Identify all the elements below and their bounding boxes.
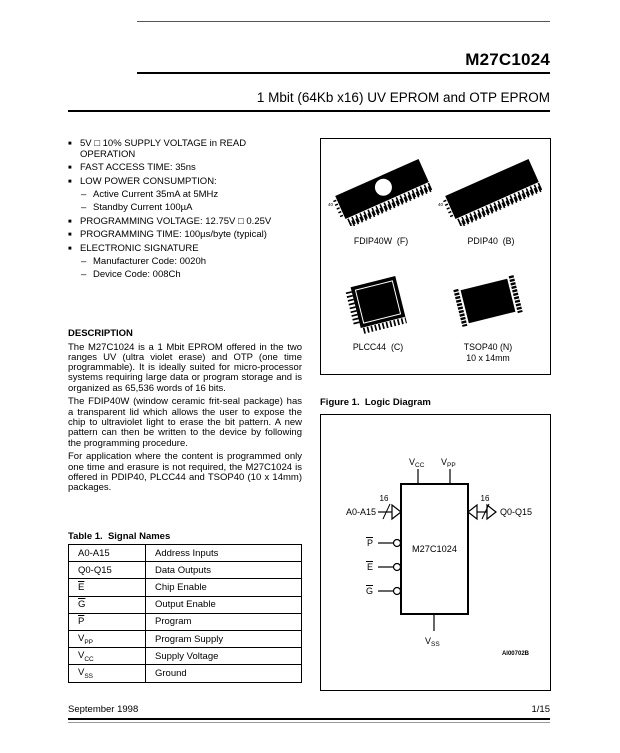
- chip-enable-signal-label: E: [366, 562, 373, 572]
- feature-text: FAST ACCESS TIME: 35ns: [80, 162, 196, 174]
- signal-name: $\overline{E}$: [78, 581, 85, 593]
- signal-description: Program: [146, 613, 302, 630]
- fdip40w-drawing: [334, 158, 433, 226]
- plcc44-drawing: [348, 276, 407, 332]
- signal-table-body: [69, 545, 302, 683]
- feature-text: PROGRAMMING VOLTAGE: 12.75V □ 0.25V: [80, 215, 272, 227]
- vcc-label: $V_{CC}$: [409, 457, 425, 469]
- table-row: [69, 665, 302, 682]
- page-title: M27C1024: [465, 50, 550, 69]
- footer-page-number: 1/15: [531, 704, 550, 715]
- pin40-label: 40: [328, 202, 334, 207]
- packages-drawing: [321, 139, 549, 373]
- dash-bullet-icon: –: [81, 255, 87, 267]
- feature-text: 5V □ 10% SUPPLY VOLTAGE in READ OPERATION: [80, 138, 247, 160]
- address-bus-width: 16: [379, 494, 389, 503]
- feature-text: ELECTRONIC SIGNATURE: [80, 242, 199, 254]
- pin1-label: 1: [350, 222, 353, 227]
- packages-box: [320, 138, 551, 375]
- package-label-plcc44: PLCC44 (C): [352, 342, 404, 352]
- signal-description: Program Supply: [146, 630, 302, 647]
- feature-item: [68, 217, 302, 228]
- table-row: [69, 545, 302, 562]
- signal-name: A0-A15: [78, 547, 110, 559]
- feature-item: [68, 163, 302, 174]
- logic-diagram: [321, 415, 549, 689]
- square-bullet-icon: ■: [68, 178, 72, 185]
- vpp-label: $V_{PP}$: [441, 457, 456, 469]
- signal-name-subscript: PP: [84, 638, 94, 646]
- address-bus-label: A0-A15: [345, 507, 376, 517]
- package-size-label: 10 x 14mm: [466, 353, 510, 363]
- description-paragraph: For application where the content is programmed only one time and erasure is not required, the M27C1024 is offered in PDIP40, PLCC44 and TSOP40 (10 x 14mm) packages.: [68, 451, 302, 494]
- page-subtitle: 1 Mbit (64Kb x16) UV EPROM and OTP EPROM: [256, 90, 550, 105]
- table-row: [69, 596, 302, 613]
- square-bullet-icon: ■: [68, 165, 72, 172]
- signal-description: Ground: [146, 665, 302, 682]
- signal-description: Output Enable: [146, 596, 302, 613]
- dash-bullet-icon: –: [81, 268, 87, 280]
- inversion-bubble: [394, 540, 401, 547]
- description-paragraph: The FDIP40W (window ceramic frit-seal package) has a transparent lid which allows the user to expose the chip to ultraviolet light to erase the bit pattern. A new pattern can then be written to the device by following the programming procedure.: [68, 396, 302, 449]
- signal-description: Supply Voltage: [146, 648, 302, 665]
- vss-label: $V_{SS}$: [425, 636, 440, 648]
- feature-subitem-text: Device Code: 008Ch: [93, 268, 181, 280]
- program-signal-label: P: [366, 538, 373, 548]
- feature-subitem: [68, 257, 302, 268]
- signal-table-caption: Table 1. Signal Names: [68, 531, 171, 542]
- table-row: [69, 579, 302, 596]
- package-label-pdip40: PDIP40 (B): [467, 236, 515, 246]
- tsop40-drawing: [456, 276, 520, 327]
- feature-subitem-text: Active Current 35mA at 5MHz: [93, 188, 219, 200]
- subtitle-rule: [68, 110, 550, 112]
- description-paragraph: The M27C1024 is a 1 Mbit EPROM offered in the two ranges UV (ultra violet erase) and OTP (one time programmable). It is ideally suited for micro-processor systems requiring large data or program storage and is organized as 65,536 words of 16 bits.: [68, 341, 302, 394]
- signal-name: Q0-Q15: [78, 564, 112, 576]
- pin40-label: 40: [438, 202, 444, 207]
- signal-name: V: [78, 632, 85, 644]
- signal-description: Chip Enable: [146, 579, 302, 596]
- square-bullet-icon: ■: [68, 245, 72, 252]
- inversion-bubble: [394, 588, 401, 595]
- features-list: [68, 139, 302, 281]
- description-heading: DESCRIPTION: [68, 328, 133, 339]
- table-row: [69, 562, 302, 579]
- footer-rule-shadow: [68, 722, 550, 723]
- square-bullet-icon: ■: [68, 232, 72, 239]
- square-bullet-icon: ■: [68, 218, 72, 225]
- footer-rule: [68, 718, 550, 720]
- data-bus-width: 16: [480, 494, 490, 503]
- signal-table: [68, 544, 302, 683]
- table-row: [69, 630, 302, 647]
- signal-name: V: [78, 666, 85, 678]
- logic-diagram-box: [320, 414, 551, 691]
- feature-subitem-text: Manufacturer Code: 0020h: [93, 255, 207, 267]
- chip-label: M27C1024: [412, 544, 457, 554]
- feature-item: [68, 177, 302, 188]
- feature-subitem-text: Standby Current 100µA: [93, 201, 193, 213]
- signal-name: $\overline{P}$: [78, 616, 85, 628]
- pdip40-drawing: [444, 158, 543, 226]
- figure-ref-code: AI00702B: [501, 651, 529, 657]
- square-bullet-icon: ■: [68, 141, 72, 147]
- feature-text: PROGRAMMING TIME: 100µs/byte (typical): [80, 229, 267, 241]
- feature-subitem: [68, 270, 302, 281]
- signal-name: V: [78, 649, 85, 661]
- signal-name: $\overline{G}$: [78, 599, 86, 611]
- header-top-rule: [137, 21, 550, 22]
- feature-text: LOW POWER CONSUMPTION:: [80, 175, 217, 187]
- package-label-fdip40w: FDIP40W (F): [353, 236, 409, 246]
- feature-item: [68, 139, 302, 160]
- package-label-tsop40: TSOP40 (N): [463, 342, 513, 352]
- footer-date: September 1998: [68, 704, 139, 715]
- feature-item: [68, 230, 302, 241]
- dash-bullet-icon: –: [81, 188, 87, 200]
- feature-subitem: [68, 203, 302, 214]
- table-row: [69, 613, 302, 630]
- pin1-label: 1: [460, 222, 463, 227]
- description-section: [68, 328, 302, 494]
- data-bus-label: Q0-Q15: [500, 507, 533, 517]
- inversion-bubble: [394, 564, 401, 571]
- feature-subitem: [68, 190, 302, 201]
- signal-description: Address Inputs: [146, 545, 302, 562]
- dash-bullet-icon: –: [81, 201, 87, 213]
- table-row: [69, 648, 302, 665]
- feature-item: [68, 244, 302, 255]
- left-column: [68, 139, 302, 699]
- figure-caption: Figure 1. Logic Diagram: [320, 397, 431, 408]
- title-rule: [137, 72, 550, 74]
- output-enable-signal-label: G: [365, 586, 373, 596]
- signal-description: Data Outputs: [146, 562, 302, 579]
- signal-name-subscript: SS: [84, 672, 94, 680]
- signal-name-subscript: CC: [84, 655, 94, 663]
